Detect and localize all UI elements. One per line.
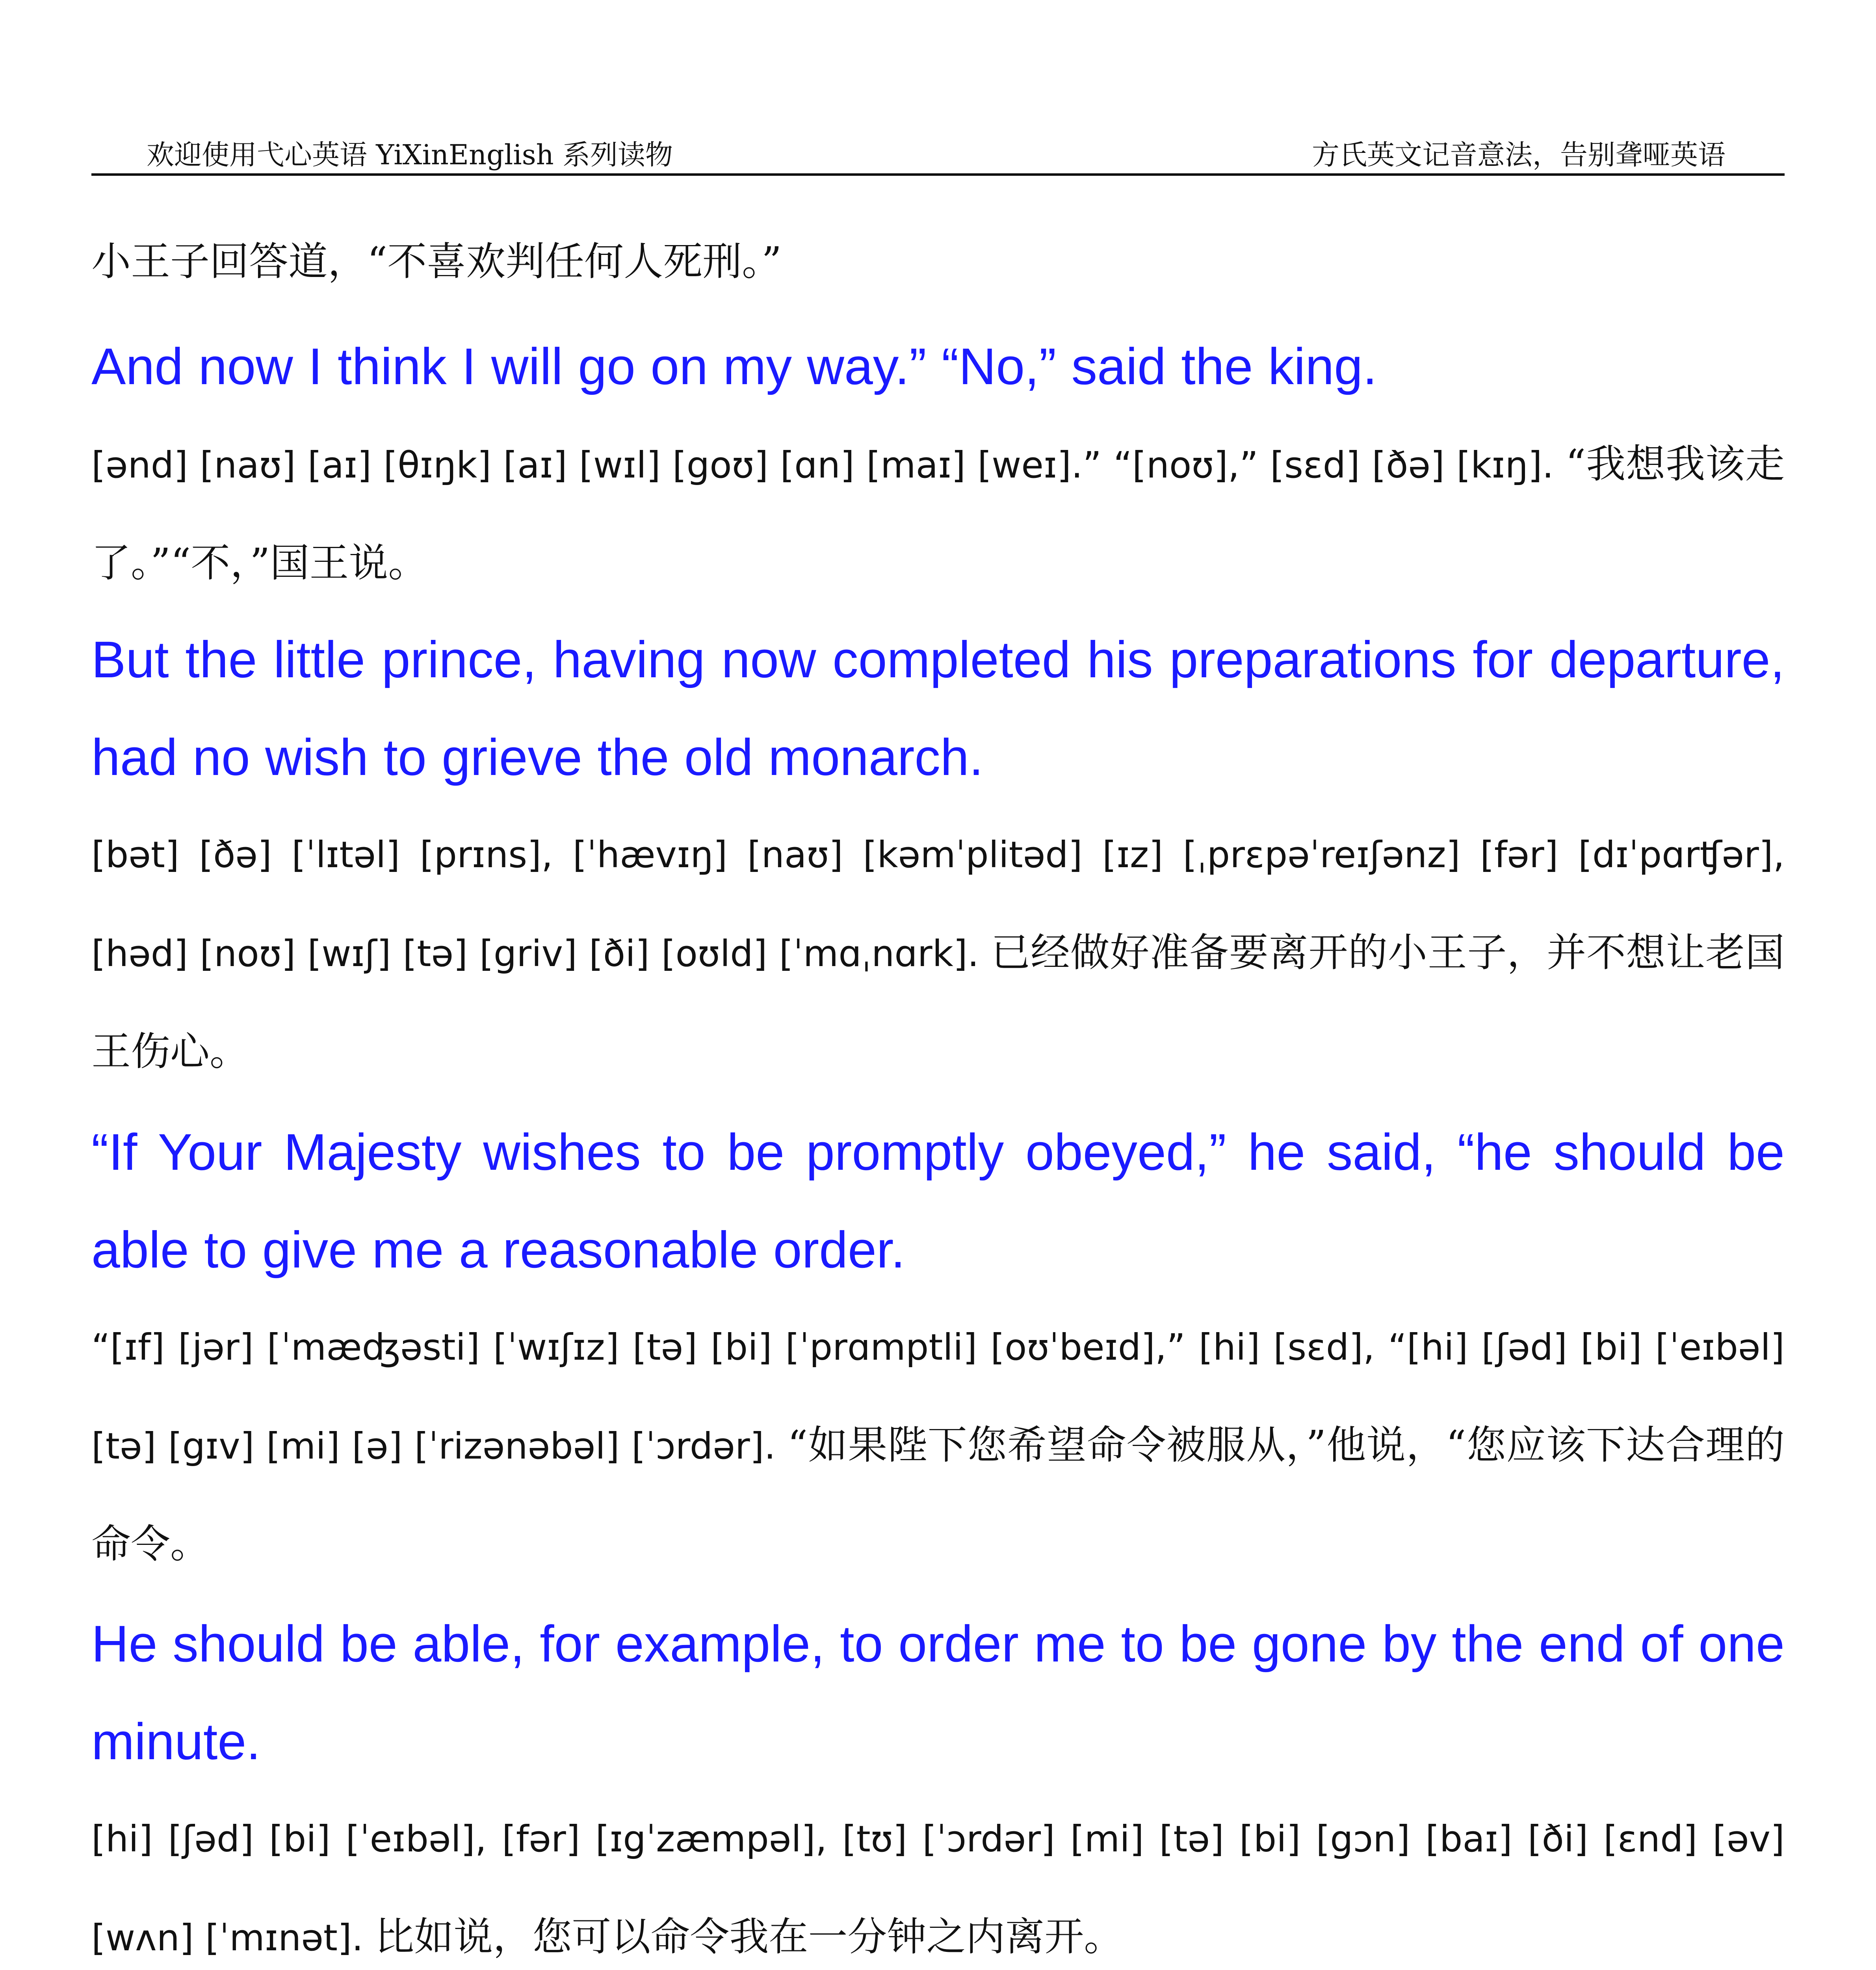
header-left-title: 欢迎使用弋心英语 YiXinEnglish 系列读物 (147, 139, 673, 171)
chinese-translation: “我想我该走了。”“不，”国王说。 (91, 441, 1785, 586)
ipa-text: [bət] [ðə] [ˈlɪtəl] [prɪns], [ˈhævɪŋ] [naʊ] [kəmˈplitəd] [ɪz] [ˌprɛpəˈreɪʃənz] [fər] [dɪˈpɑrʧər], [həd] [noʊ] [wɪʃ] [tə] [griv] [ði] [oʊld] [ˈmɑˌnɑrk]. (91, 834, 1785, 975)
english-sentence: But the little prince, having now completed his preparations for departure, had no wish to grieve the old monarch. (91, 630, 1785, 786)
ipa-transcription (91, 415, 1785, 613)
chinese-translation: 已经做好准备要离开的小王子，并不想让老国王伤心。 (91, 929, 1785, 1074)
page-header (91, 134, 1785, 176)
english-sentence: And now I think I will go on my way.” “No,” said the king. (91, 337, 1377, 395)
ipa-transcription (91, 806, 1785, 1102)
ipa-text: [ənd] [naʊ] [aɪ] [θɪŋk] [aɪ] [wɪl] [goʊ] [ɑn] [maɪ] [weɪ].” “[noʊ],” [sɛd] [ðə] [kɪŋ]. (91, 444, 1554, 486)
ipa-text: “[ɪf] [jər] [ˈmæʤəsti] [ˈwɪʃɪz] [tə] [bi] [ˈprɑmptli] [oʊˈbeɪd],” [hi] [sɛd], “[hi] [ʃəd] [bi] [ˈeɪbəl] [tə] [gɪv] [mi] [ə] [ˈrizənəbəl] [ˈɔrdər]. (91, 1326, 1785, 1467)
chinese-translation: 比如说，您可以命令我在一分钟之内离开。 (375, 1914, 1124, 1960)
chinese-translation: “如果陛下您希望命令被服从，”他说，“您应该下达合理的命令。 (91, 1422, 1785, 1567)
ipa-text: [hi] [ʃəd] [bi] [ˈeɪbəl], [fər] [ɪgˈzæmpəl], [tʊ] [ˈɔrdər] [mi] [tə] [bi] [gɔn] [baɪ] [ði] [ɛnd] [əv] [wʌn] [ˈmɪnət]. (91, 1818, 1785, 1959)
chinese-translation: 小王子回答道，“不喜欢判任何人死刑。” (91, 238, 782, 284)
english-sentence: He should be able, for example, to order me to be gone by the end of one minute. (91, 1615, 1785, 1770)
ipa-transcription (91, 1299, 1785, 1594)
ipa-transcription (91, 1790, 1785, 1970)
header-right-slogan: 方氏英文记音意法，告别聋哑英语 (1312, 139, 1726, 171)
english-sentence: “If Your Majesty wishes to be promptly obeyed,” he said, “he should be able to give me a reasonable order. (91, 1123, 1785, 1279)
